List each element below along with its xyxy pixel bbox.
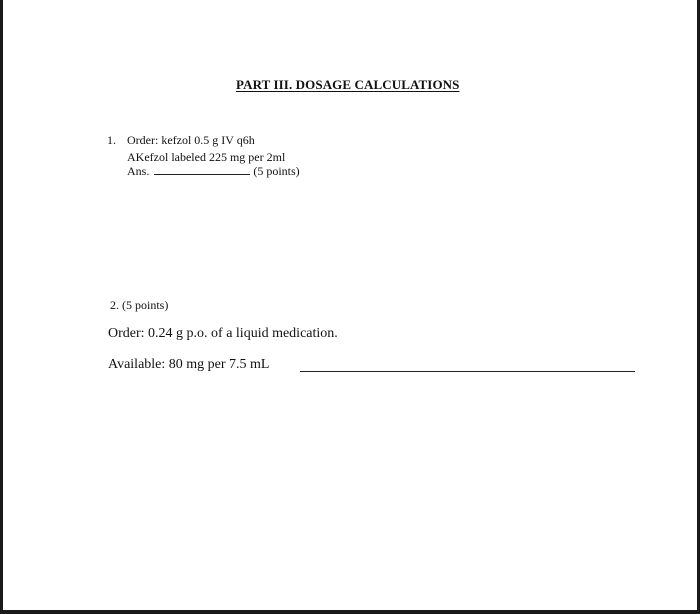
question-2-available: Available: 80 mg per 7.5 mL (108, 357, 270, 372)
question-1-order: Order: kefzol 0.5 g IV q6h (127, 133, 255, 147)
question-1-answer-blank[interactable] (154, 164, 250, 175)
question-2-answer-blank[interactable] (300, 371, 635, 372)
question-2-order: Order: 0.24 g p.o. of a liquid medication. (108, 326, 338, 341)
page-border-bottom (0, 610, 700, 614)
question-1-answer-row (127, 164, 300, 178)
question-1-label: AKefzol labeled 225 mg per 2ml (127, 150, 286, 164)
section-title: PART III. DOSAGE CALCULATIONS (236, 77, 460, 92)
question-2-number-points: 2. (5 points) (110, 298, 169, 312)
question-1-number: 1. (107, 133, 116, 147)
question-1-points: (5 points) (253, 164, 300, 178)
page-border-left (0, 0, 3, 614)
question-1-answer-label: Ans. (127, 164, 150, 178)
